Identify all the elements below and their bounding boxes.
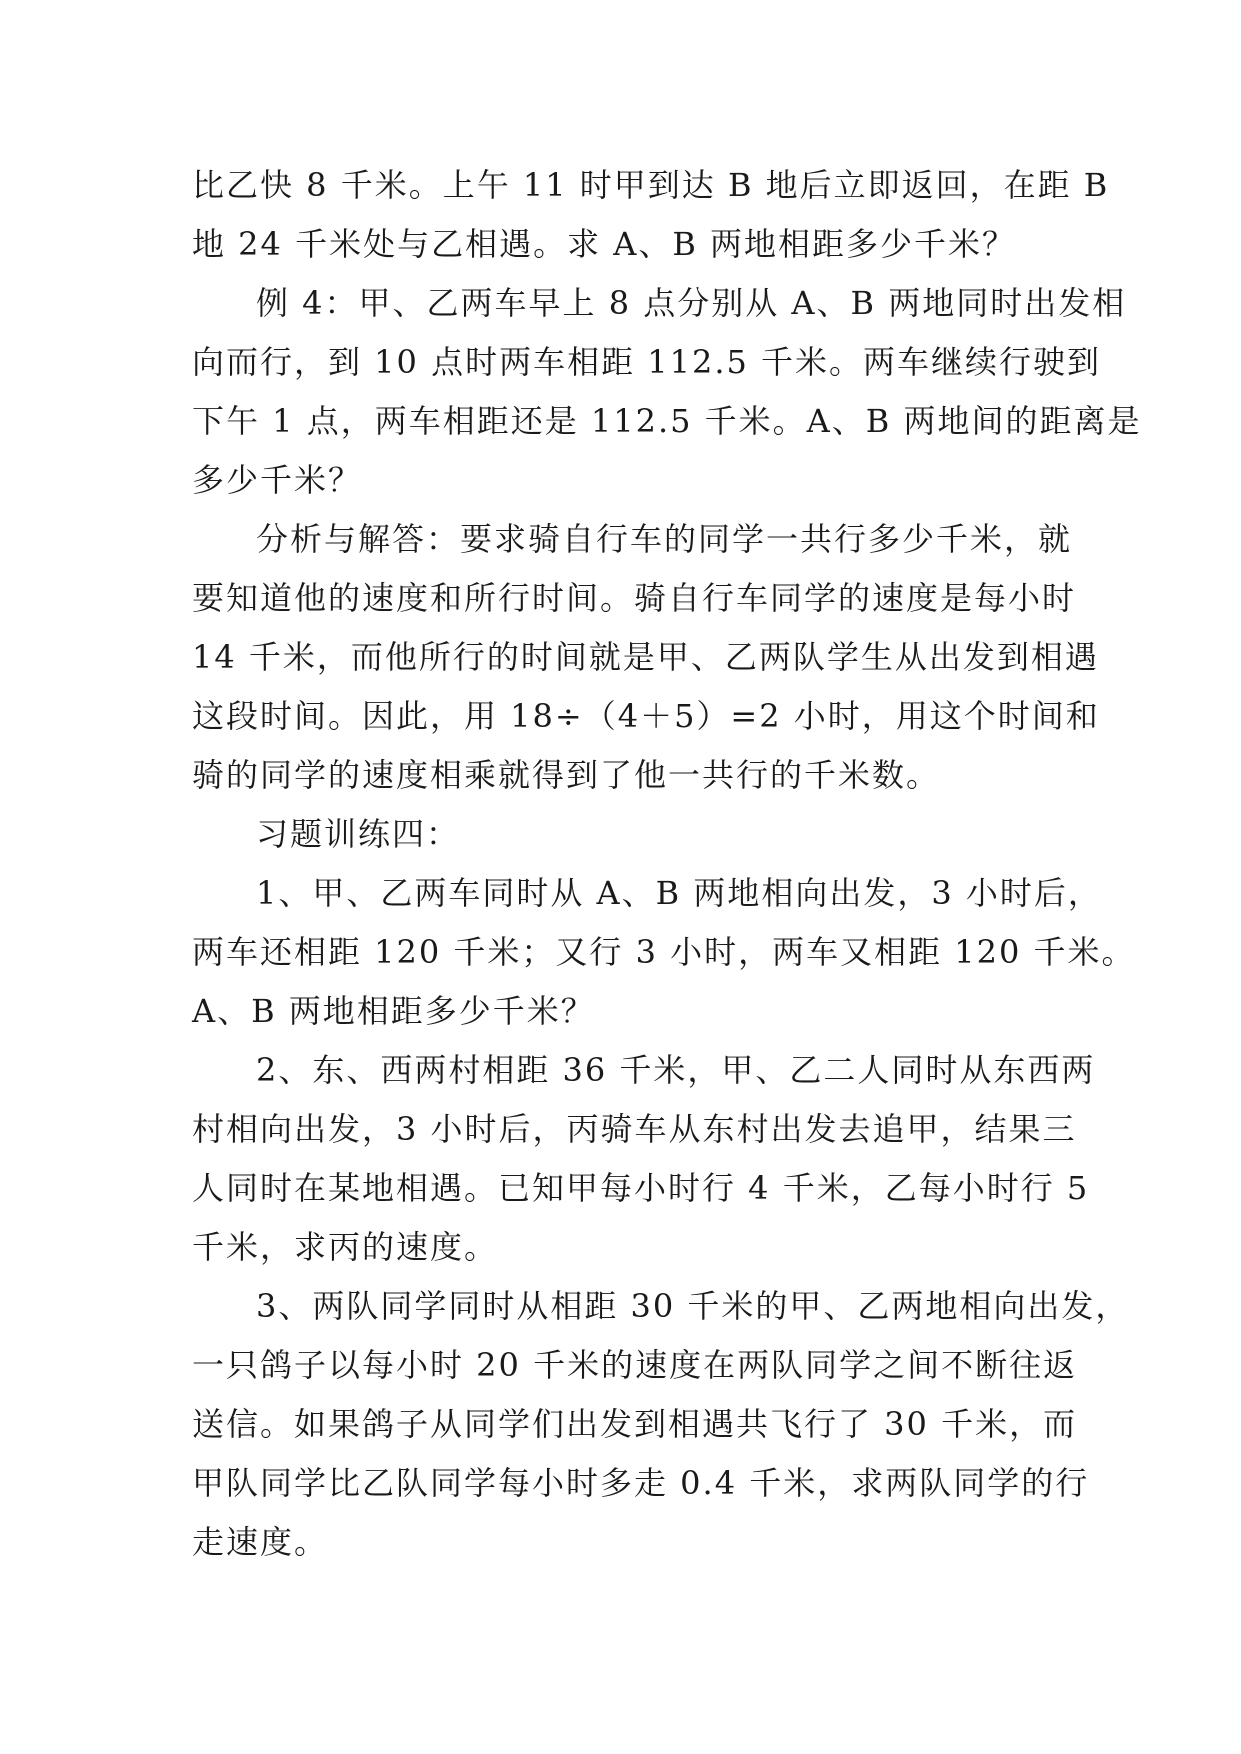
text-line: 甲队同学比乙队同学每小时多走 0.4 千米，求两队同学的行 xyxy=(192,1464,1090,1502)
text-line: A、B 两地相距多少千米？ xyxy=(192,992,595,1030)
text-line: 这段时间。因此，用 18÷（4＋5）=2 小时，用这个时间和 xyxy=(192,697,1100,735)
text-line: 地 24 千米处与乙相遇。求 A、B 两地相距多少千米？ xyxy=(192,225,1017,263)
text-line: 一只鸽子以每小时 20 千米的速度在两队同学之间不断往返 xyxy=(192,1346,1078,1384)
text-line: 走速度。 xyxy=(192,1523,329,1561)
text-line: 分析与解答：要求骑自行车的同学一共行多少千米，就 xyxy=(256,520,1073,558)
text-line: 两车还相距 120 千米；又行 3 小时，两车又相距 120 千米。 xyxy=(192,933,1136,971)
text-line: 千米，求丙的速度。 xyxy=(192,1228,499,1266)
text-line: 村相向出发，3 小时后，丙骑车从东村出发去追甲，结果三 xyxy=(192,1110,1077,1148)
text-line: 要知道他的速度和所行时间。骑自行车同学的速度是每小时 xyxy=(192,579,1077,617)
section-heading: 习题训练四： xyxy=(256,815,461,853)
text-line: 14 千米，而他所行的时间就是甲、乙两队学生从出发到相遇 xyxy=(192,638,1099,676)
text-line: 1、甲、乙两车同时从 A、B 两地相向出发，3 小时后， xyxy=(256,874,1102,912)
text-line: 骑的同学的速度相乘就得到了他一共行的千米数。 xyxy=(192,756,941,794)
text-line: 人同时在某地相遇。已知甲每小时行 4 千米，乙每小时行 5 xyxy=(192,1169,1090,1207)
text-line: 向而行，到 10 点时两车相距 112.5 千米。两车继续行驶到 xyxy=(192,343,1102,381)
text-line: 比乙快 8 千米。上午 11 时甲到达 B 地后立即返回，在距 B xyxy=(192,166,1110,204)
text-line: 2、东、西两村相距 36 千米，甲、乙二人同时从东西两 xyxy=(256,1051,1096,1089)
text-line: 送信。如果鸽子从同学们出发到相遇共飞行了 30 千米，而 xyxy=(192,1405,1078,1443)
text-line: 3、两队同学同时从相距 30 千米的甲、乙两地相向出发， xyxy=(256,1287,1130,1325)
text-line: 例 4：甲、乙两车早上 8 点分别从 A、B 两地同时出发相 xyxy=(256,284,1127,322)
text-line: 下午 1 点，两车相距还是 112.5 千米。A、B 两地间的距离是 xyxy=(192,402,1142,440)
text-line: 多少千米？ xyxy=(192,461,363,499)
